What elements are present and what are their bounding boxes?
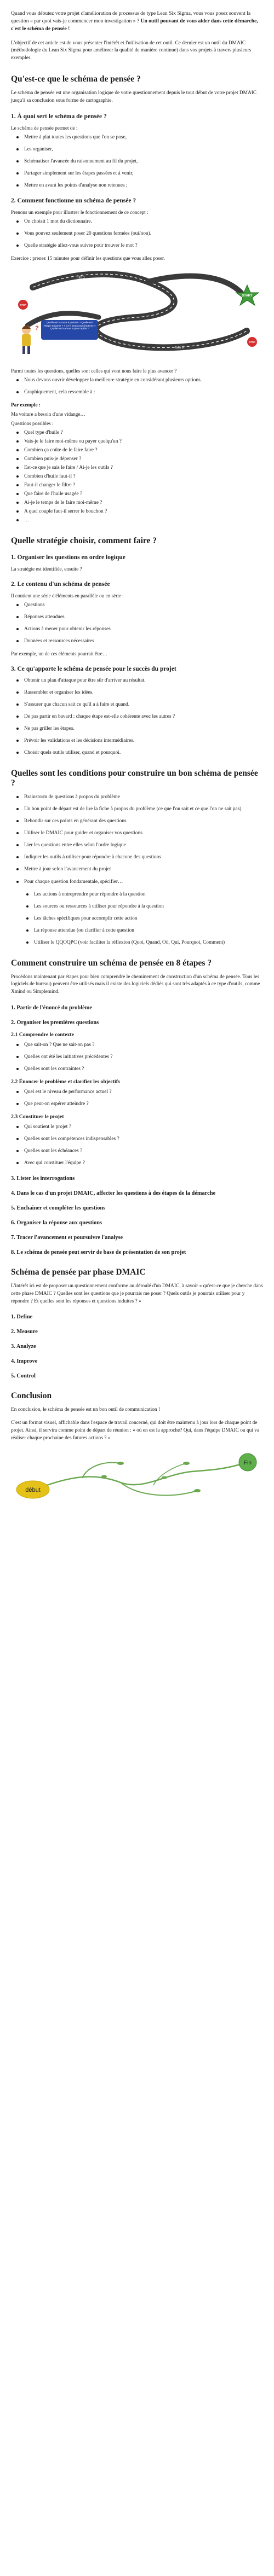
intro-paragraph: Quand vous débutez votre projet d'amélioration de processus de type Lean Six Sigma, vous vous posez souvent la question « par quoi vais-je commencer mon investigation » ? Un outil pouvant de vous aider dans cette démarche, c'est le schéma de pensée ! <box>11 10 258 32</box>
list-item: Que peut-on espérer atteindre ? <box>24 1101 263 1108</box>
start-node <box>16 1481 49 1498</box>
bubble-text: Quelle est la route à prendre ? Quelle est l'étape suivante ? Y a-t-il beaucoup d'options ? Quelle est la route la plus rapide ? <box>43 321 96 330</box>
section-title-conditions: Quelles sont les conditions pour construire un bon schéma de pensée ? <box>11 768 258 788</box>
start-label: START <box>242 294 253 298</box>
end-node-label: Fin <box>244 1459 252 1466</box>
subsection-title-benefits: 3. Ce qu'apporte le schéma de pensée pour le succès du projet <box>11 665 176 672</box>
journey-illustration <box>11 1452 263 1504</box>
list-item: Mettre à jour selon l'avancement du projet <box>24 866 263 873</box>
list-item: Les sources ou ressources à utiliser pour répondre à la question <box>34 903 263 910</box>
section-title-eight-steps: Comment construire un schéma de pensée en 8 étapes ? <box>11 958 212 968</box>
list-item: Les actions à entreprendre pour répondre à la question <box>34 891 263 898</box>
section-title-strategy: Quelle stratégie choisir, comment faire ? <box>11 536 157 545</box>
tuto-label: tuto 3 <box>175 346 184 350</box>
dmaic-phase: 4. Improve <box>11 1358 38 1365</box>
questions-lead: Questions possibles : <box>11 420 54 426</box>
context-list <box>11 1042 263 1073</box>
list-item: Graphiquement, cela ressemble à : <box>24 389 263 396</box>
list-item: Faut-il changer le filtre ? <box>24 482 263 489</box>
conclusion-p2: C'est un format visuel, affichable dans l'espace de travail concerné, qui doit être maintenu à jour lors de chaque point de projet. Ainsi, il servira comme point de départ de réunion : « où en est la approche? Qui, dans l'équipe DMAIC ou qui va réaliser chaque prochaine des futures actions ? » <box>11 1420 260 1441</box>
road-map-illustration <box>11 265 263 361</box>
list-item: Brainstorm de questions à propos du problème <box>24 794 263 801</box>
list-item: Un bon point de départ est de lire la fiche à propos du problème (ce que l'on sait et ce que l'on ne sait pas) <box>24 806 263 813</box>
list-item: Combien d'huile faut-il ? <box>24 473 263 480</box>
list-item: Indiquer les outils à utiliser pour répondre à chacune des questions <box>24 854 263 861</box>
step-subheading: 2.3 Constituer le projet <box>11 1113 64 1120</box>
subsection-title-order: 1. Organiser les questions en ordre logique <box>11 554 125 561</box>
list-item: Ne pas griller les étapes. <box>24 725 263 732</box>
list-item: Données et ressources nécessaires <box>24 638 263 645</box>
list-item: Combien puis-je dépenser ? <box>24 456 263 463</box>
list-item: Réponses attendues <box>24 614 263 621</box>
example-text: Ma voiture a besoin d'une vidange… <box>11 411 85 417</box>
list-item: Mettre en avant les points d'analyse non retenues ; <box>24 182 263 189</box>
journey-branch <box>82 1462 121 1478</box>
list-item: Rassembler et organiser les idées. <box>24 689 263 696</box>
list-item: Les organiser, <box>24 146 263 153</box>
stop-sign <box>18 300 28 310</box>
list-item: Questions <box>24 602 263 609</box>
list-item: Lier les questions entre elles selon l'ordre logique <box>24 842 263 849</box>
dmaic-phase: 5. Control <box>11 1373 36 1380</box>
purpose-lead: Le schéma de pensée permet de : <box>11 125 78 131</box>
step-heading: 1. Partir de l'énoncé du problème <box>11 1004 92 1011</box>
leaf-icon <box>183 1462 190 1465</box>
list-item: … <box>24 517 263 524</box>
conditions-list <box>11 794 263 873</box>
step-heading: 4. Dans le cas d'un projet DMAIC, affecter les questions à des étapes de la démarche <box>11 1190 216 1196</box>
subsection-title-content: 2. Le contenu d'un schéma de pensée <box>11 580 110 588</box>
list-item: Vous pouvez seulement poser 20 questions fermées (oui/non). <box>24 230 263 237</box>
list-item: Quelle stratégie allez-vous suivre pour trouver le mot ? <box>24 242 263 249</box>
benefits-list <box>11 677 263 757</box>
list-item: Mettre à plat toutes les questions que l'on se pose, <box>24 134 263 141</box>
tuto-label: tuto 2 <box>162 302 170 306</box>
road-map-svg <box>11 265 263 358</box>
section-title-what-is: Qu'est-ce que le schéma de pensée ? <box>11 74 141 84</box>
content-list <box>11 602 263 645</box>
list-item: Utiliser le DMAIC pour guider et organiser vos questions <box>24 830 263 837</box>
list-item: Qui soutient le projet ? <box>24 1124 263 1131</box>
list-item: Choisir quels outils utiliser, quand et pourquoi. <box>24 749 263 757</box>
order-text: La stratégie est identifiée, ensuite ? <box>11 566 82 572</box>
list-item: Rebondir sur ces points en générant des questions <box>24 818 263 825</box>
journey-svg <box>11 1452 263 1502</box>
oil-change-questions <box>11 429 263 524</box>
svg-text:STOP: STOP <box>248 340 256 344</box>
tuto-label: tuto 1 <box>77 276 85 280</box>
list-item: A quel couple faut-il serrer le bouchon ? <box>24 508 263 515</box>
list-item: Quel est le niveau de performance actuel ? <box>24 1089 263 1096</box>
list-item: Vais-je le faire moi-même ou payer quelqu'un ? <box>24 438 263 445</box>
dmaic-phase: 2. Measure <box>11 1329 38 1335</box>
step-subheading: 2.1 Comprendre le contexte <box>11 1031 74 1038</box>
dmaic-phase: 3. Analyze <box>11 1344 36 1350</box>
exercise-text: Exercice : prenez 15 minutes pour définir les questions que vous allez poser. <box>11 255 165 261</box>
leaf-icon <box>162 1476 167 1479</box>
example-lead: Prenons un exemple pour illustrer le fonctionnement de ce concept : <box>11 209 149 215</box>
list-item: Prévoir les validations et les décisions intermédiaires. <box>24 737 263 745</box>
step-heading: 7. Tracer l'avancement et poursuivre l'analyse <box>11 1234 123 1241</box>
step-heading: 6. Organiser la réponse aux questions <box>11 1219 102 1226</box>
list-item: Avec qui constituer l'équipe ? <box>24 1160 263 1167</box>
subsection-title-purpose: 1. À quoi sert le schéma de pensée ? <box>11 113 107 120</box>
objectives-list <box>11 1089 263 1108</box>
example-rules-list <box>11 218 263 249</box>
list-item: Quelles sont les contraintes ? <box>24 1066 263 1073</box>
section-title-dmaic: Schéma de pensée par phase DMAIC <box>11 1267 146 1277</box>
step-subheading: 2.2 Énoncer le problème et clarifiez les objectifs <box>11 1078 120 1085</box>
list-item: Actions à mener pour obtenir les réponses <box>24 626 263 633</box>
content-lead: Il contient une série d'éléments en parallèle ou en série : <box>11 592 124 598</box>
list-item: On choisit 1 mot du dictionnaire. <box>24 218 263 225</box>
team-list <box>11 1124 263 1167</box>
list-item: S'assurer que chacun sait ce qu'il a à faire et quand. <box>24 701 263 708</box>
list-item: Que faire de l'huile usagée ? <box>24 491 263 498</box>
dmaic-paragraph: L'intérêt ici est de proposer un questionnement conforme au déroulé d'un DMAIC, à savoir « qu'est-ce que je cherche dans cette phase DMAIC ? Quelles sont les questions que je pourrais me poser ? Quels outils je pourrais utiliser pour y répondre ? Et quelles sont les réponses et questions induites ? » <box>11 1283 263 1304</box>
list-item: Utiliser le QQOQPC (voir faciliter la réflexion (Quoi, Quand, Où, Qui, Pourquoi, Comment) <box>34 939 263 946</box>
content-example: Par exemple, un de ces éléments pourrait être… <box>11 650 108 656</box>
journey-branch <box>153 1463 186 1485</box>
list-item: Partager simplement sur les étapes passées et à venir, <box>24 170 263 177</box>
list-item: Que sait-on ? Que ne sait-on pas ? <box>24 1042 263 1049</box>
steps-intro: Procédons maintenant par étapes pour bien comprendre le cheminement de construction d'un schéma de pensée. Tous les logiciels de bureau) peuvent être utilisés mais il existe des logiciels dédiés qui sont très adaptés à ce type d'outils, comme Xmind ou Simplemind. <box>11 974 260 995</box>
step-heading: 3. Lister les interrogations <box>11 1175 75 1182</box>
example-heading: Par exemple : <box>11 402 41 408</box>
conclusion-p1: En conclusion, le schéma de pensée est un bon outil de communication ! <box>11 1407 161 1413</box>
step-heading: 5. Enchaîner et compléter les questions <box>11 1205 106 1211</box>
start-node-label: début <box>25 1486 41 1493</box>
strategy-list <box>11 377 263 396</box>
list-item: Quelles ont été les initiatives précédentes ? <box>24 1054 263 1061</box>
list-item: Est-ce que je sais le faire / Ai-je les outils ? <box>24 464 263 472</box>
specification-list <box>11 891 263 946</box>
subsection-title-how-works: 2. Comment fonctionne un schéma de pensée ? <box>11 197 136 204</box>
intro-objective: L'objectif de cet article est de vous présenter l'intérêt et l'utilisation de cet outil. Ce dernier est un outil du DMAIC (méthodologie du Lean Six Sigma pour améliorer la qualité de manière continue) dans vos projets à travers plusieurs exemples. <box>11 40 252 61</box>
list-item: Combien ça coûte de le faire faire ? <box>24 447 263 454</box>
step-heading: 8. Le schéma de pensée peut servir de base de présentation de son projet <box>11 1249 186 1255</box>
fundamental-question-list <box>11 879 263 886</box>
question-bubble <box>41 320 98 340</box>
list-item: La réponse attendue (ou clarifier à cette question <box>34 927 263 934</box>
list-item: Pour chaque question fondamentale, spécifier… <box>24 879 263 886</box>
definition-paragraph: Le schéma de pensée est une organisation logique de votre questionnement depuis le tout début de votre projet DMAIC jusqu'à sa conclusion sous forme de cartographie. <box>11 90 257 103</box>
end-node <box>239 1453 256 1471</box>
list-item: Quel type d'huile ? <box>24 429 263 437</box>
stop-sign <box>247 337 257 347</box>
list-item: Ai-je le temps de le faire moi-même ? <box>24 499 263 507</box>
article <box>11 0 263 1504</box>
question-mark-icon: ? <box>35 324 39 332</box>
list-item: Obtenir un plan d'attaque pour être sûr d'arriver au résultat. <box>24 677 263 684</box>
purpose-list <box>11 134 263 189</box>
strategy-question: Parmi toutes les questions, quelles sont celles qui vont nous faire le plus avancer ? <box>11 368 177 374</box>
journey-path <box>44 1464 240 1486</box>
dmaic-phase: 1. Define <box>11 1314 33 1321</box>
list-item: Nous devons ouvrir développer la meilleure stratégie en considérant plusieurs options. <box>24 377 263 384</box>
list-item: Les tâches spécifiques pour accomplir cette action <box>34 915 263 922</box>
section-title-conclusion: Conclusion <box>11 1391 52 1401</box>
list-item: Quelles sont les échéances ? <box>24 1148 263 1155</box>
step-heading: 2. Organiser les premières questions <box>11 1019 99 1026</box>
leaf-icon <box>101 1475 107 1478</box>
list-item: De pas partir en bavard : chaque étape est-elle cohérente avec les autres ? <box>24 713 263 720</box>
leaf-icon <box>117 1462 124 1465</box>
list-item: Quelles sont les compétences indispensables ? <box>24 1136 263 1143</box>
list-item: Schématiser l'avancée du raisonnement au fil du projet, <box>24 158 263 165</box>
svg-text:STOP: STOP <box>19 303 27 306</box>
leaf-icon <box>194 1489 201 1492</box>
